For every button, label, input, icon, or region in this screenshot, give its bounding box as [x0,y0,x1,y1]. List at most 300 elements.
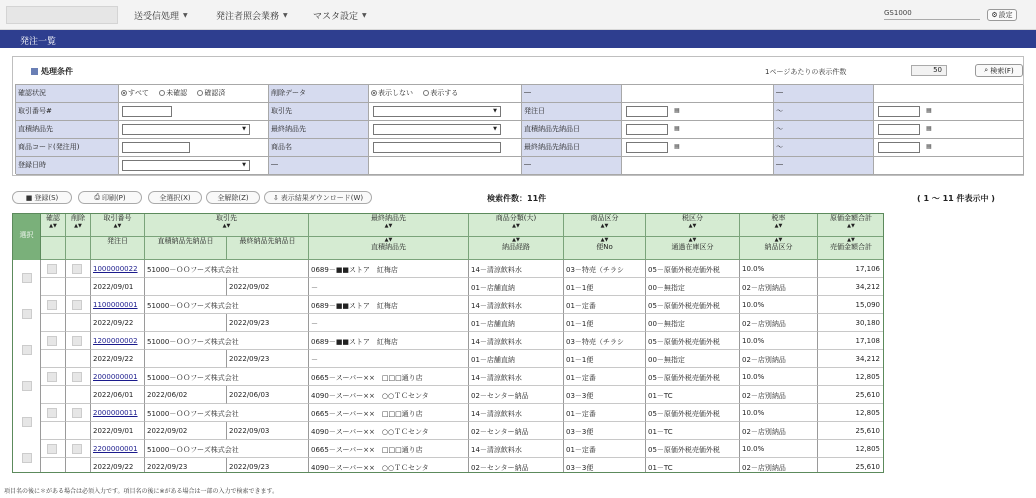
label-empty: ― [269,157,369,175]
radio-dot [423,90,429,96]
per-page-label: 1ページあたりの表示件数 [765,68,847,76]
kakunin-checkbox[interactable] [47,300,57,310]
radio-dot [159,90,165,96]
chokunoubi-cell: 2022/09/23 [145,458,227,473]
chokunou-cell: － [309,314,469,332]
download-button[interactable]: ⇩ 表示結果ダウンロード(W) [264,191,372,204]
header-bunrui[interactable]: 商品分類(大) ▲▼ [469,214,564,237]
chevron-down-icon: ▼ [242,126,246,132]
saishu-cell: 0689－■■ストア 紅梅店 [309,332,469,350]
sort-icon: ▲▼ [600,223,609,229]
sort-icon: ▲▼ [774,223,783,229]
saishu-cell: 0689－■■ストア 紅梅店 [309,296,469,314]
tsuka-cell: 01－TC [646,422,740,440]
sort-icon: ▲▼ [113,223,122,229]
table-row [13,296,884,332]
square-icon [31,68,38,75]
label-saishubi: 最終納品先納品日 [522,139,622,157]
saishubi-cell: 2022/09/23 [227,458,309,473]
label-tilde: 〜 [774,103,874,121]
sakujo-cell [66,260,91,278]
table-row [13,332,884,368]
torihikisaki-cell: 51000－ＯＯフーズ株式会社 [145,368,309,386]
baika-cell: 25,610 [818,422,884,440]
table-row [13,368,884,404]
nouhin-cell: 02－センター納品 [469,386,564,404]
kakunin-checkbox[interactable] [47,408,57,418]
table-row [13,260,884,296]
page-title: 発注一覧 [0,30,1036,48]
nouhin-cell: 01－店舗直納 [469,314,564,332]
nouhinkubun-cell: 02－店別納品 [740,314,818,332]
label-hacchubi: 発注日 [522,103,622,121]
header-saishubi[interactable]: 最終納品先納品日 [227,237,309,260]
cell-empty [874,85,1024,103]
cell-empty [622,157,774,175]
kubun-cell: 03－特売（チラシ [564,332,646,350]
header-genka[interactable]: 原価金額合計 ▲▼ [818,214,884,237]
calendar-icon[interactable]: ▦ [926,125,932,132]
chevron-down-icon: ▼ [242,162,246,168]
register-button[interactable]: ■ 登録(S) [12,191,72,204]
label-shohinmei: 商品名 [269,139,369,157]
chokunou-cell: － [309,350,469,368]
tsuka-cell: 00－無指定 [646,278,740,296]
label-torihikibangou: 取引番号# [16,103,119,121]
kakunin-cell [41,440,66,458]
chokunoubi-cell [145,314,227,332]
saishu-cell: 0665－スーパー×× □□□通り店 [309,404,469,422]
label-tilde: 〜 [774,121,874,139]
saishubi-to-input[interactable] [878,142,920,153]
header-baika[interactable]: ▲▼ 売価金額合計 [818,237,884,260]
hacchubi-to-input[interactable] [878,106,920,117]
sort-icon: ▲▼ [222,223,231,229]
chokunou-cell: 4090－スーパー×× ○○ＴＣセンタ [309,422,469,440]
blank-cell [66,314,91,332]
blank-cell [66,350,91,368]
sakujo-checkbox[interactable] [72,300,82,310]
select-checkbox[interactable] [22,345,32,355]
bunrui-cell: 14－清涼飲料水 [469,404,564,422]
nouhin-cell: 02－センター納品 [469,422,564,440]
torihikisaki-cell: 51000－ＯＯフーズ株式会社 [145,440,309,458]
sort-icon: ▲▼ [49,223,57,229]
top-bar [0,0,1036,30]
cell-chokunoubi-to [874,121,1024,139]
sort-icon: ▲▼ [688,223,697,229]
kakunin-cell [41,260,66,278]
cell-shohinmei [369,139,522,157]
save-icon: ■ [25,193,33,202]
sort-icon: ▲▼ [74,223,82,229]
saishu-cell: 0665－スーパー×× □□□通り店 [309,440,469,458]
label-empty: ― [522,157,622,175]
calendar-icon[interactable]: ▦ [674,143,680,150]
hacchubi-cell: 2022/09/22 [91,350,145,368]
hacchubi-cell: 2022/09/22 [91,458,145,473]
order-number-link[interactable]: 1100000001 [91,296,145,314]
header-kakunin[interactable]: 確認 ▲▼ [41,214,66,237]
order-number-link[interactable]: 1200000002 [91,332,145,350]
chokunoubi-cell: 2022/06/02 [145,386,227,404]
blank-cell [41,458,66,473]
bunrui-cell: 14－清涼飲料水 [469,260,564,278]
baika-cell: 30,180 [818,314,884,332]
kubun-cell: 01－定番 [564,404,646,422]
tsuka-cell: 01－TC [646,458,740,473]
label-kakunin: 確認状況 [16,85,119,103]
chokunou-cell: － [309,278,469,296]
kubun-cell: 03－特売（チラシ [564,260,646,278]
footer-note: 項目名の後に＊がある場合は必須入力です。項目名の後に※がある場合は一部の入力で検索できます。 [4,488,279,495]
torihikisaki-cell: 51000－ＯＯフーズ株式会社 [145,332,309,350]
bin-cell: 03－3便 [564,422,646,440]
hacchubi-cell: 2022/06/01 [91,386,145,404]
sakujo-cell [66,296,91,314]
cell-torihikibangou [119,103,269,121]
cell-empty [874,157,1024,175]
shohincode-input[interactable] [122,142,190,153]
zei-cell: 05－原価外税売価外税 [646,404,740,422]
cell-empty [622,85,774,103]
saishubi-cell: 2022/09/23 [227,314,309,332]
user-id: GS1000 [884,9,980,20]
bunrui-cell: 14－清涼飲料水 [469,368,564,386]
sort-icon: ▲▼ [600,237,609,243]
sakujo-cell [66,404,91,422]
sort-icon: ▲▼ [774,237,783,243]
label-chokunou: 直積納品先 [16,121,119,139]
kakunin-cell [41,404,66,422]
deselect-all-button[interactable]: 全解除(Z) [206,191,260,204]
print-button[interactable]: ⎙ 印刷(P) [78,191,142,204]
kakunin-checkbox[interactable] [47,336,57,346]
sakujo-checkbox[interactable] [72,264,82,274]
hacchubi-cell: 2022/09/01 [91,422,145,440]
header-blank [66,237,91,260]
nouhinkubun-cell: 02－店別納品 [740,278,818,296]
saishu-cell: 0689－■■ストア 紅梅店 [309,260,469,278]
search-button[interactable]: ⌕ 検索(F) [975,64,1023,77]
radio-show[interactable]: 表示する [423,88,458,98]
cell-saishu [369,121,522,139]
kakunin-checkbox[interactable] [47,444,57,454]
torihikisaki-cell: 51000－ＯＯフーズ株式会社 [145,404,309,422]
header-hacchubi[interactable]: 発注日 [91,237,145,260]
saishu-cell: 0665－スーパー×× □□□通り店 [309,368,469,386]
radio-dot [371,90,377,96]
sakujo-checkbox[interactable] [72,408,82,418]
blank-cell [66,458,91,473]
baika-cell: 25,610 [818,458,884,473]
chokunoubi-to-input[interactable] [878,124,920,135]
nouhin-cell: 01－店舗直納 [469,278,564,296]
zei-cell: 05－原価外税売価外税 [646,440,740,458]
sakujo-cell [66,368,91,386]
tsuka-cell: 00－無指定 [646,350,740,368]
chevron-down-icon: ▼ [183,12,188,19]
cell-tourokubi [119,157,269,175]
nouhinkubun-cell: 02－店別納品 [740,386,818,404]
label-chokunoubi: 直積納品先納品日 [522,121,622,139]
chokunoubi-cell: 2022/09/02 [145,422,227,440]
condition-panel [12,56,1024,176]
cell-shohincode [119,139,269,157]
select-checkbox[interactable] [22,417,32,427]
chokunoubi-from-input[interactable] [626,124,668,135]
kakunin-cell [41,296,66,314]
label-sakujo: 削除データ [269,85,369,103]
sort-icon: ▲▼ [847,223,855,229]
chevron-down-icon: ▼ [493,108,497,114]
label-empty: ― [774,157,874,175]
saishu-select[interactable] [373,124,501,135]
baika-cell: 34,212 [818,278,884,296]
calendar-icon[interactable]: ▦ [926,143,932,150]
cell-saishubi [622,139,774,157]
zeiritsu-cell: 10.0% [740,368,818,386]
grid-right-area [884,213,1024,473]
blank-cell [41,350,66,368]
radio-hide[interactable]: 表示しない [371,88,413,98]
baika-cell: 25,610 [818,386,884,404]
header-tsuka[interactable]: ▲▼ 通過在庫区分 [646,237,740,260]
order-number-link[interactable]: 1000000022 [91,260,145,278]
torihikisaki-select[interactable] [373,106,501,117]
sakujo-checkbox[interactable] [72,336,82,346]
torihikibangou-input[interactable] [122,106,172,117]
blank-cell [66,422,91,440]
genka-cell: 12,805 [818,368,884,386]
bin-cell: 03－3便 [564,458,646,473]
blank-cell [41,278,66,296]
menu-hacchusha[interactable]: 発注者照会業務 ▼ [216,12,288,22]
header-saishu[interactable]: 最終納品先 ▲▼ [309,214,469,237]
condition-title: 処理条件 [31,66,73,77]
toolbar [12,191,1024,207]
label-shohincode: 商品コード(発注用) [16,139,119,157]
paging-info: ( 1 〜 11 件表示中 ) [917,194,995,203]
cell-empty [369,157,522,175]
kubun-cell: 01－定番 [564,368,646,386]
nouhinkubun-cell: 02－店別納品 [740,350,818,368]
chevron-down-icon: ▼ [283,12,288,19]
print-icon: ⎙ [94,193,100,201]
download-icon: ⇩ [272,193,279,202]
zei-cell: 05－原価外税売価外税 [646,332,740,350]
search-icon: ⌕ [984,66,989,74]
sakujo-cell [66,332,91,350]
sakujo-cell [66,440,91,458]
blank-cell [66,278,91,296]
per-page-input[interactable]: 50 [911,65,947,76]
nouhin-cell: 01－店舗直納 [469,350,564,368]
condition-grid [15,84,1023,174]
chevron-down-icon: ▼ [493,126,497,132]
radio-unconfirmed[interactable]: 未確認 [159,88,187,98]
sort-icon: ▲▼ [384,237,393,243]
kakunin-radios [119,85,269,103]
genka-cell: 12,805 [818,440,884,458]
table-row [13,404,884,440]
nouhinkubun-cell: 02－店別納品 [740,422,818,440]
zeiritsu-cell: 10.0% [740,296,818,314]
zei-cell: 05－原価外税売価外税 [646,368,740,386]
chokunou-select[interactable] [122,124,250,135]
label-empty: ― [522,85,622,103]
kubun-cell: 01－定番 [564,296,646,314]
header-kubun[interactable]: 商品区分 ▲▼ [564,214,646,237]
torihikisaki-cell: 51000－ＯＯフーズ株式会社 [145,260,309,278]
nouhinkubun-cell: 02－店別納品 [740,458,818,473]
bin-cell: 03－3便 [564,386,646,404]
settings-button[interactable]: ⚙ 設定 [987,9,1017,21]
select-cell [13,260,41,296]
header-blank [41,237,66,260]
calendar-icon[interactable]: ▦ [926,107,932,114]
select-checkbox[interactable] [22,273,32,283]
select-cell [13,332,41,368]
radio-all[interactable]: すべて [121,88,149,98]
sort-icon: ▲▼ [847,237,855,243]
kakunin-cell [41,332,66,350]
select-cell [13,440,41,473]
header-bin[interactable]: ▲▼ 便No [564,237,646,260]
label-tourokubi: 登録日時 [16,157,119,175]
calendar-icon[interactable]: ▦ [674,125,680,132]
gear-icon: ⚙ [991,11,998,19]
logo [6,6,118,24]
order-number-link[interactable]: 2000000011 [91,404,145,422]
zeiritsu-cell: 10.0% [740,332,818,350]
blank-cell [66,386,91,404]
genka-cell: 12,805 [818,404,884,422]
kakunin-cell [41,368,66,386]
shohinmei-input[interactable] [373,142,501,153]
saishubi-cell: 2022/09/02 [227,278,309,296]
hacchubi-cell: 2022/09/01 [91,278,145,296]
calendar-icon[interactable]: ▦ [674,107,680,114]
sort-icon: ▲▼ [512,223,520,229]
cell-torihikisaki [369,103,522,121]
hacchubi-from-input[interactable] [626,106,668,117]
kubun-cell: 01－定番 [564,440,646,458]
order-grid [12,213,884,473]
chokunou-cell: 4090－スーパー×× ○○ＴＣセンタ [309,458,469,473]
sort-icon: ▲▼ [384,223,393,229]
header-zei[interactable]: 税区分 ▲▼ [646,214,740,237]
order-number-link[interactable]: 2000000001 [91,368,145,386]
sakujo-radios [369,85,522,103]
sort-icon: ▲▼ [512,237,520,243]
zei-cell: 05－原価外税売価外税 [646,260,740,278]
select-cell [13,296,41,332]
chokunoubi-cell [145,278,227,296]
cell-chokunoubi [622,121,774,139]
sakujo-checkbox[interactable] [72,372,82,382]
cell-saishubi-to [874,139,1024,157]
header-torihikibangou[interactable]: 取引番号 ▲▼ [91,214,145,237]
cell-hacchubi-to [874,103,1024,121]
bunrui-cell: 14－清涼飲料水 [469,296,564,314]
header-nouhinkubun[interactable]: ▲▼ 納品区分 [740,237,818,260]
cell-hacchubi [622,103,774,121]
saishubi-cell: 2022/09/03 [227,422,309,440]
zeiritsu-cell: 10.0% [740,260,818,278]
baika-cell: 34,212 [818,350,884,368]
kakunin-checkbox[interactable] [47,372,57,382]
select-checkbox[interactable] [22,309,32,319]
nouhin-cell: 02－センター納品 [469,458,564,473]
chevron-down-icon: ▼ [362,12,367,19]
saishubi-cell: 2022/06/03 [227,386,309,404]
blank-cell [41,422,66,440]
bunrui-cell: 14－清涼飲料水 [469,332,564,350]
genka-cell: 15,090 [818,296,884,314]
select-all-button[interactable]: 全選択(X) [148,191,202,204]
chokunou-cell: 4090－スーパー×× ○○ＴＣセンタ [309,386,469,404]
bin-cell: 01－1便 [564,278,646,296]
tourokubi-select[interactable] [122,160,250,171]
kakunin-checkbox[interactable] [47,264,57,274]
bin-cell: 01－1便 [564,314,646,332]
chokunoubi-cell [145,350,227,368]
label-saishu: 最終納品先 [269,121,369,139]
torihikisaki-cell: 51000－ＯＯフーズ株式会社 [145,296,309,314]
saishubi-cell: 2022/09/23 [227,350,309,368]
blank-cell [41,314,66,332]
menu-master[interactable]: マスタ設定 ▼ [313,12,367,22]
header-nouhin[interactable]: ▲▼ 納品経路 [469,237,564,260]
cell-chokunou [119,121,269,139]
radio-dot [121,90,127,96]
blank-cell [41,386,66,404]
header-chokunoubi[interactable]: 直積納品先納品日 [145,237,227,260]
zei-cell: 05－原価外税売価外税 [646,296,740,314]
select-checkbox[interactable] [22,453,32,463]
select-checkbox[interactable] [22,381,32,391]
tsuka-cell: 00－無指定 [646,314,740,332]
header-sakujo[interactable]: 削除 ▲▼ [66,214,91,237]
zeiritsu-cell: 10.0% [740,404,818,422]
bunrui-cell: 14－清涼飲料水 [469,440,564,458]
header-zeiritsu[interactable]: 税率 ▲▼ [740,214,818,237]
bin-cell: 01－1便 [564,350,646,368]
select-cell [13,404,41,440]
label-tilde: 〜 [774,139,874,157]
header-chokunou[interactable]: ▲▼ 直積納品先 [309,237,469,260]
table-row [13,440,884,473]
header-torihikisaki[interactable]: 取引先 ▲▼ [145,214,309,237]
label-empty: ― [774,85,874,103]
sort-icon: ▲▼ [688,237,697,243]
select-header: 選択 [13,214,41,260]
hacchubi-cell: 2022/09/22 [91,314,145,332]
genka-cell: 17,108 [818,332,884,350]
result-count: 検索件数：11件 [487,194,547,203]
condition-header [13,57,1023,81]
radio-confirmed[interactable]: 確認済 [197,88,225,98]
select-cell [13,368,41,404]
tsuka-cell: 01－TC [646,386,740,404]
saishubi-from-input[interactable] [626,142,668,153]
order-number-link[interactable]: 2200000001 [91,440,145,458]
genka-cell: 17,106 [818,260,884,278]
sakujo-checkbox[interactable] [72,444,82,454]
menu-soujushin[interactable]: 送受信処理 ▼ [134,12,188,22]
zeiritsu-cell: 10.0% [740,440,818,458]
